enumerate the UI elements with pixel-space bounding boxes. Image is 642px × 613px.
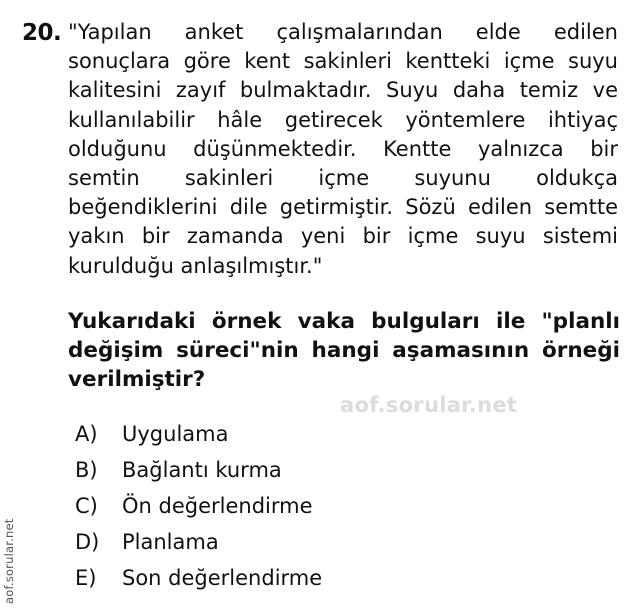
option-e[interactable] xyxy=(75,560,322,596)
prompt-line: değişim süreci"nin hangi aşamasının örneği xyxy=(68,338,620,363)
passage-line: beğendiklerini dile getirmiştir. Sözü edilen semtte xyxy=(68,195,618,220)
question-prompt xyxy=(68,307,620,394)
option-c[interactable] xyxy=(75,488,322,524)
passage-line: kullanılabilir hâle getirecek yöntemlere ihtiyaç xyxy=(68,107,618,132)
question-passage xyxy=(68,18,618,281)
option-letter: D) xyxy=(75,530,100,554)
option-letter: A) xyxy=(75,422,98,446)
option-b[interactable] xyxy=(75,452,322,488)
passage-line: olduğunu düşünmektedir. Kentte yalnızca bir xyxy=(68,136,618,161)
option-d[interactable] xyxy=(75,524,322,560)
prompt-line: Yukarıdaki örnek vaka bulguları ile "planlı xyxy=(68,309,620,334)
side-watermark: aof.sorular.net xyxy=(2,518,16,604)
option-a[interactable] xyxy=(75,416,322,452)
passage-line: "Yapılan anket çalışmalarından elde edilen xyxy=(68,20,618,44)
passage-line: kalitesini zayıf bulmaktadır. Suyu daha temiz ve xyxy=(68,78,618,103)
passage-line: yakın bir zamanda yeni bir içme suyu sistemi xyxy=(68,224,618,249)
option-text: Uygulama xyxy=(122,422,229,446)
passage-line: sonuçlara göre kent sakinleri kentteki içme suyu xyxy=(68,49,618,74)
answer-options xyxy=(75,416,322,596)
passage-line: kurulduğu anlaşılmıştır." xyxy=(68,253,323,278)
watermark: aof.sorular.net xyxy=(340,393,518,417)
option-text: Planlama xyxy=(122,530,219,554)
option-letter: B) xyxy=(75,458,98,482)
passage-line: semtin sakinleri içme suyunu oldukça xyxy=(68,166,618,191)
question-number: 20. xyxy=(22,20,62,46)
option-text: Ön değerlendirme xyxy=(122,494,313,518)
option-letter: C) xyxy=(75,494,98,518)
option-text: Son değerlendirme xyxy=(122,566,323,590)
prompt-line: verilmiştir? xyxy=(68,367,206,392)
option-letter: E) xyxy=(75,566,97,590)
option-text: Bağlantı kurma xyxy=(122,458,282,482)
